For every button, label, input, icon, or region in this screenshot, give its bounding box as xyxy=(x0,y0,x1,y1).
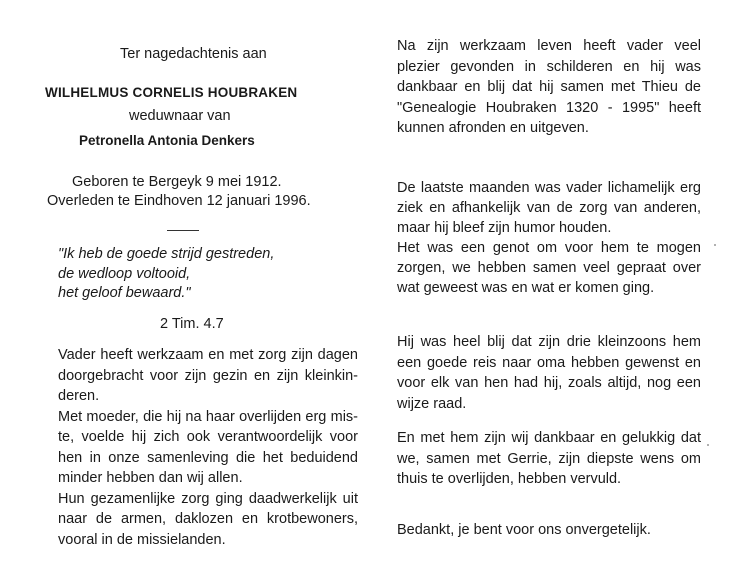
bible-quote xyxy=(58,245,274,304)
text-line: naar de armen, daklozen en krotbewoners, xyxy=(58,511,358,527)
text-line: dankbaar en blij dat hij samen met Thieu de xyxy=(397,79,701,95)
widower-of-label: weduwnaar van xyxy=(129,108,231,124)
text-line: De laatste maanden was vader lichamelijk erg xyxy=(397,180,701,196)
deceased-name: WILHELMUS CORNELIS HOUBRAKEN xyxy=(45,85,298,100)
text-line: maar hij bleef zijn humor houden. xyxy=(397,220,612,236)
closing-line: Bedankt, je bent voor ons onvergetelijk. xyxy=(397,522,651,538)
text-line: te, voelde hij zich ook verantwoordelijk voor xyxy=(58,429,358,445)
text-line: Vader heeft werkzaam en met zorg zijn dagen xyxy=(58,347,358,363)
text-line: Met moeder, die hij na haar overlijden erg mis- xyxy=(58,408,358,425)
spouse-name: Petronella Antonia Denkers xyxy=(79,133,255,148)
right-paragraph-grandsons xyxy=(397,332,701,414)
text-line: wijze raad. xyxy=(397,395,467,412)
text-line: een goede reis naar oma hebben gewenst en xyxy=(397,354,701,371)
text-line: zorgen, we hebben samen veel gepraat over xyxy=(397,260,701,276)
text-line: minder hebben dan wij allen. xyxy=(58,470,243,486)
text-line: thuis te overlijden, hebben vervuld. xyxy=(397,471,622,487)
scan-speck xyxy=(707,444,709,446)
text-line: vooral in de missielanden. xyxy=(58,531,226,548)
quote-line: de wedloop voltooid, xyxy=(58,265,191,282)
text-line: hen in onze samenleving die het beduidend xyxy=(58,449,358,466)
quote-reference: 2 Tim. 4.7 xyxy=(160,316,224,332)
text-line: Het was een genot om voor hem te mogen xyxy=(397,240,701,256)
text-line: Hij was heel blij dat zijn drie kleinzoons hem xyxy=(397,334,701,350)
right-paragraph-painting xyxy=(397,36,701,139)
text-line: plezier gevonden in schilderen en hij was xyxy=(397,58,701,75)
right-paragraph-gratitude xyxy=(397,428,701,490)
divider-line xyxy=(167,230,199,231)
scan-speck xyxy=(714,244,716,246)
quote-line: het geloof bewaard." xyxy=(58,285,191,301)
text-line: wat geweest was en wat er komen ging. xyxy=(397,280,655,296)
text-line: voor elk van hen had hij, zoals altijd, nog een xyxy=(397,375,701,391)
text-line: Hun gezamenlijke zorg ging daadwerkelijk uit xyxy=(58,490,358,507)
text-line: deren. xyxy=(58,388,100,404)
text-line: we, samen met Gerrie, zijn diepste wens om xyxy=(397,450,701,467)
death-line: Overleden te Eindhoven 12 januari 1996. xyxy=(47,193,311,209)
text-line: En met hem zijn wij dankbaar en gelukkig dat xyxy=(397,430,701,446)
in-memoriam-heading: Ter nagedachtenis aan xyxy=(120,46,267,62)
text-line: ziek en afhankelijk van de zorg van anderen, xyxy=(397,200,701,216)
quote-line: "Ik heb de goede strijd gestreden, xyxy=(58,246,275,262)
text-line: kunnen afronden en uitgeven. xyxy=(397,120,589,136)
left-paragraph xyxy=(58,345,358,550)
birth-line: Geboren te Bergeyk 9 mei 1912. xyxy=(72,174,282,190)
text-line: doorgebracht voor zijn gezin en zijn kleinkin- xyxy=(58,367,358,384)
text-line: Na zijn werkzaam leven heeft vader veel xyxy=(397,38,701,54)
right-paragraph-illness xyxy=(397,178,701,298)
text-line: "Genealogie Houbraken 1320 - 1995" heeft xyxy=(397,99,701,116)
